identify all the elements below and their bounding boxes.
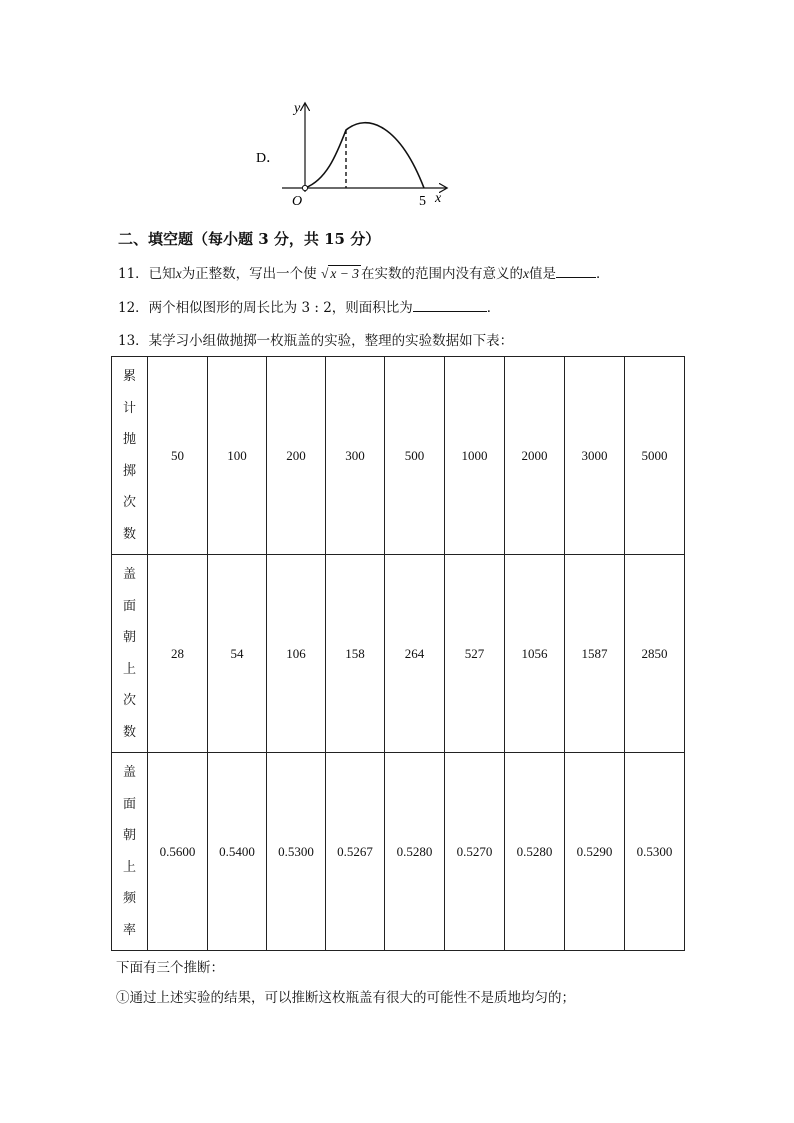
option-d-label: D． <box>256 151 281 166</box>
row-header-cap-up-frequency <box>112 753 148 951</box>
radical-sign: √ <box>320 266 329 281</box>
q11-var-x: x <box>175 266 182 281</box>
table-row-cap-up-count <box>112 555 685 753</box>
q11-prefix: 11．已知 <box>118 266 176 282</box>
question-13 <box>118 331 513 351</box>
table-cell: 50 <box>148 357 208 555</box>
header-char: 面 <box>122 796 136 812</box>
header-char: 朝 <box>122 828 136 843</box>
header-char: 盖 <box>122 765 136 780</box>
header-char: 抛 <box>122 432 136 447</box>
origin-label: O <box>292 194 303 209</box>
header-char: 盖 <box>122 567 136 582</box>
table-cell: 0.5290 <box>565 753 625 951</box>
table-cell: 0.5280 <box>385 753 445 951</box>
inference-item-1-text: 通过上述实验的结果，可以推断这枚瓶盖有很大的可能性不是质地均匀的； <box>129 990 575 1006</box>
table-row-cap-up-frequency <box>112 753 685 951</box>
header-char: 面 <box>122 598 136 614</box>
y-axis-label: y <box>294 101 301 116</box>
table-cell: 300 <box>326 357 385 555</box>
table-cell: 0.5267 <box>326 753 385 951</box>
table-cell: 0.5270 <box>445 753 505 951</box>
q12-answer-blank[interactable] <box>413 297 487 312</box>
q11-end: ． <box>596 266 610 282</box>
table-cell: 5000 <box>625 357 685 555</box>
table-cell: 500 <box>385 357 445 555</box>
table-cell: 0.5300 <box>267 753 326 951</box>
table-cell: 100 <box>208 357 267 555</box>
table-cell: 1056 <box>505 555 565 753</box>
table-cell: 200 <box>267 357 326 555</box>
header-char: 朝 <box>122 630 136 645</box>
table-cell: 0.5300 <box>625 753 685 951</box>
table-cell: 0.5280 <box>505 753 565 951</box>
row-header-toss-count <box>112 357 148 555</box>
table-cell: 527 <box>445 555 505 753</box>
q13-text: 13．某学习小组做抛掷一枚瓶盖的实验，整理的实验数据如下表： <box>118 333 514 349</box>
header-char: 累 <box>122 369 136 384</box>
origin-open-circle <box>302 185 307 190</box>
header-char: 率 <box>122 922 136 938</box>
function-curve <box>305 123 424 188</box>
option-d-graph <box>250 96 470 216</box>
header-char: 掷 <box>122 463 136 479</box>
circled-number-1: ① <box>116 990 130 1006</box>
table-cell: 2850 <box>625 555 685 753</box>
table-cell: 2000 <box>505 357 565 555</box>
table-cell: 28 <box>148 555 208 753</box>
q12-end: ． <box>486 300 501 316</box>
table-row-toss-count <box>112 357 685 555</box>
header-char: 次 <box>122 495 136 510</box>
experiment-data-table <box>111 356 685 951</box>
question-11 <box>118 263 610 284</box>
q11-suffix: 值是 <box>529 266 557 282</box>
table-cell: 264 <box>385 555 445 753</box>
header-char: 数 <box>122 526 136 542</box>
function-graph-svg <box>250 96 470 216</box>
table-cell: 54 <box>208 555 267 753</box>
inference-item-1 <box>116 988 575 1008</box>
table-cell: 1000 <box>445 357 505 555</box>
section-title: 二、填空题（每小题 3 分，共 15 分） <box>118 230 381 248</box>
table-cell: 1587 <box>565 555 625 753</box>
header-char: 数 <box>122 724 136 740</box>
header-char: 上 <box>122 661 136 677</box>
table-cell: 0.5400 <box>208 753 267 951</box>
row-header-cap-up-count <box>112 555 148 753</box>
x-axis-label: x <box>435 191 442 206</box>
q11-var-x2: x <box>523 266 530 281</box>
q11-mid2: 在实数的范围内没有意义的 <box>361 266 524 282</box>
table-cell: 158 <box>326 555 385 753</box>
sqrt-expression <box>321 264 361 284</box>
header-char: 计 <box>122 400 136 416</box>
q11-mid1: 为正整数，写出一个使 <box>181 266 317 282</box>
q12-text: 12．两个相似图形的周长比为 3 : 2，则面积比为 <box>118 300 413 316</box>
header-char: 频 <box>122 891 136 906</box>
header-char: 上 <box>122 859 136 875</box>
q11-answer-blank[interactable] <box>556 263 596 278</box>
x-tick-label-5: 5 <box>419 194 426 209</box>
sqrt-radicand: x − 3 <box>330 266 360 281</box>
table-cell: 3000 <box>565 357 625 555</box>
question-12 <box>118 297 500 318</box>
inference-intro: 下面有三个推断： <box>116 960 224 976</box>
table-cell: 0.5600 <box>148 753 208 951</box>
header-char: 次 <box>122 693 136 708</box>
table-cell: 106 <box>267 555 326 753</box>
